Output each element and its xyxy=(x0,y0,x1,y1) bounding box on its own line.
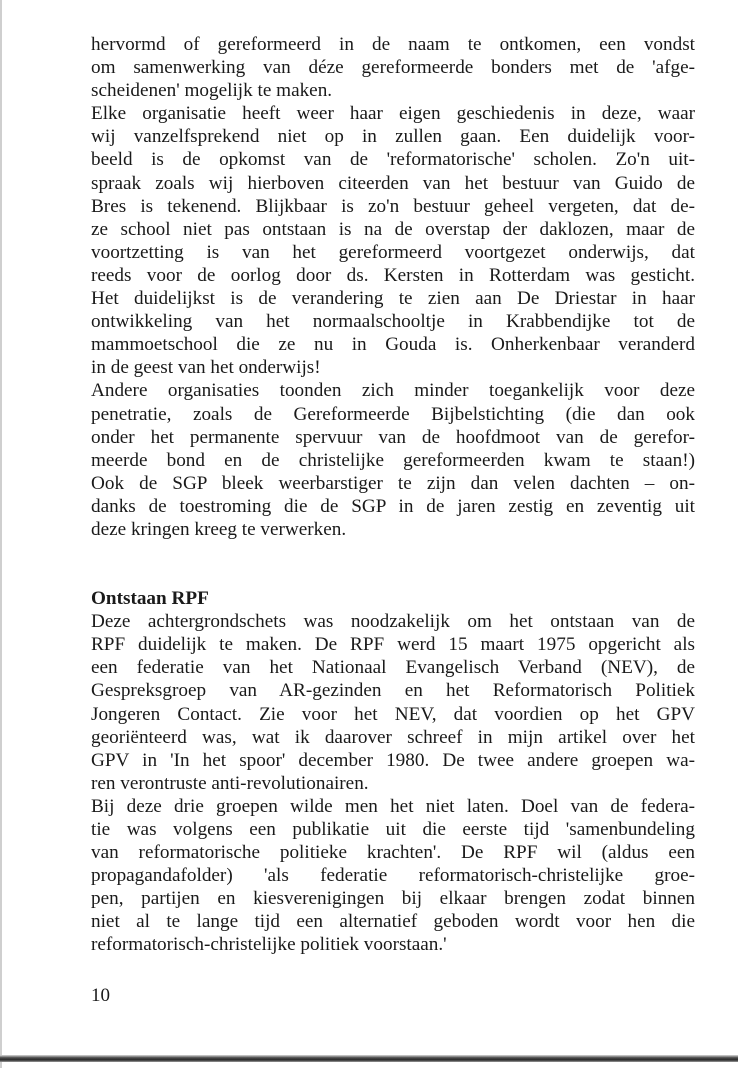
text-line: meerde bond en de christelijke gereformeerden kwam te staan!) xyxy=(91,449,695,471)
text-line: ontwikkeling van het normaalschooltje in Krabbendijke tot de xyxy=(91,311,695,333)
paragraph xyxy=(91,610,695,795)
text-line: ren verontruste anti-revolutionairen. xyxy=(91,772,369,794)
text-line: penetratie, zoals de Gereformeerde Bijbelstichting (die dan ook xyxy=(91,403,695,425)
text-line: Andere organisaties toonden zich minder toegankelijk voor deze xyxy=(91,380,695,402)
text-line: Jongeren Contact. Zie voor het NEV, dat voordien op het GPV xyxy=(91,703,695,725)
text-line: ze school niet pas ontstaan is na de overstap der daklozen, maar de xyxy=(91,218,695,240)
paragraph xyxy=(91,33,695,102)
text-line: georiënteerd was, wat ik daarover schreef in mijn artikel over het xyxy=(91,726,695,748)
text-line: een federatie van het Nationaal Evangelisch Verband (NEV), de xyxy=(91,657,695,679)
text-line: Gespreksgroep van AR-gezinden en het Reformatorisch Politiek xyxy=(91,680,695,702)
text-line: Het duidelijkst is de verandering te zien aan De Driestar in haar xyxy=(91,288,695,310)
text-line: pen, partijen en kiesverenigingen bij elkaar brengen zodat binnen xyxy=(91,888,695,910)
text-line: reformatorisch-christelijke politiek voorstaan.' xyxy=(91,934,447,956)
text-line: reeds voor de oorlog door ds. Kersten in Rotterdam was gesticht. xyxy=(91,264,695,286)
page-number: 10 xyxy=(91,985,110,1006)
text-line: propagandafolder) 'als federatie reformatorisch-christelijke groe- xyxy=(91,865,695,887)
text-line: mammoetschool die ze nu in Gouda is. Onherkenbaar veranderd xyxy=(91,334,695,356)
page-body xyxy=(91,33,695,957)
text-line: om samenwerking van déze gereformeerde bonders met de 'afge- xyxy=(91,57,695,79)
text-line: Bres is tekenend. Blijkbaar is zo'n bestuur geheel vergeten, dat de- xyxy=(91,195,695,217)
text-line: wij vanzelfsprekend niet op in zullen gaan. Een duidelijk voor- xyxy=(91,126,695,148)
section-heading: Ontstaan RPF xyxy=(91,588,209,610)
text-line: RPF duidelijk te maken. De RPF werd 15 maart 1975 opgericht als xyxy=(91,634,695,656)
text-line: danks de toestroming die de SGP in de jaren zestig en zeventig uit xyxy=(91,495,695,517)
text-line: in de geest van het onderwijs! xyxy=(91,357,321,379)
text-line: onder het permanente spervuur van de hoofdmoot van de gerefor- xyxy=(91,426,695,448)
text-line: GPV in 'In het spoor' december 1980. De twee andere groepen wa- xyxy=(91,749,695,771)
text-line: deze kringen kreeg te verwerken. xyxy=(91,518,347,540)
text-line: Ook de SGP bleek weerbarstiger te zijn dan velen dachten – on- xyxy=(91,472,695,494)
paragraph xyxy=(91,102,695,379)
scan-bottom-edge xyxy=(0,1055,738,1062)
text-line: Elke organisatie heeft weer haar eigen geschiedenis in deze, waar xyxy=(91,103,695,125)
text-line: Deze achtergrondschets was noodzakelijk om het ontstaan van de xyxy=(91,611,695,633)
text-line: van reformatorische politieke krachten'. De RPF wil (aldus een xyxy=(91,842,695,864)
text-line: niet al te lange tijd een alternatief geboden wordt voor hen die xyxy=(91,911,695,933)
text-line: scheidenen' mogelijk te maken. xyxy=(91,80,333,102)
scan-left-edge xyxy=(0,0,2,1068)
text-line: tie was volgens een publikatie uit die eerste tijd 'samenbundeling xyxy=(91,819,695,840)
text-line: beeld is de opkomst van de 'reformatorische' scholen. Zo'n uit- xyxy=(91,149,695,171)
text-line: spraak zoals wij hierboven citeerden van het bestuur van Guido de xyxy=(91,172,695,194)
text-line: hervormd of gereformeerd in de naam te ontkomen, een vondst xyxy=(91,34,695,55)
paragraph xyxy=(91,795,695,957)
text-line: voortzetting is van het gereformeerd voortgezet onderwijs, dat xyxy=(91,241,695,263)
text-line: Bij deze drie groepen wilde men het niet laten. Doel van de federa- xyxy=(91,795,695,817)
paragraph xyxy=(91,379,695,541)
